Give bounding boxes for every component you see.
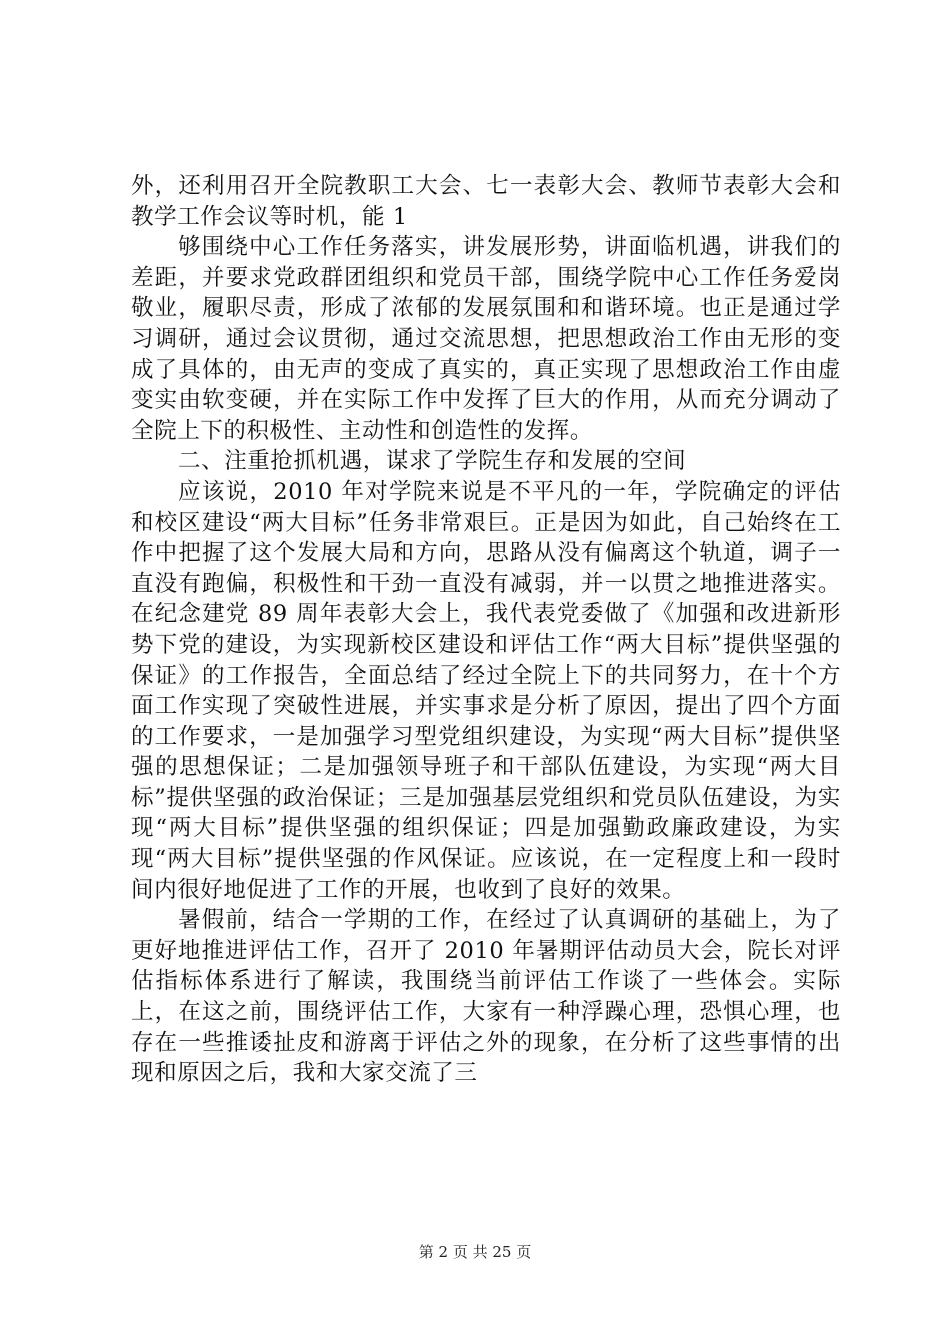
paragraph: 暑假前，结合一学期的工作，在经过了认真调研的基础上，为了更好地推进评估工作，召开了 2010 年暑期评估动员大会，院长对评估指标体系进行了解读，我围绕当前评估工作谈了一些体会。实际上，在这之前，围绕评估工作，大家有一种浮躁心理，恐惧心理，也存在一些推诿扯皮和游离于评估之外的现象，在分析了这些事情的出现和原因之后，我和大家交流了三	[131, 907, 841, 1087]
body-text	[131, 171, 841, 1089]
paragraph: 外，还利用召开全院教职工大会、七一表彰大会、教师节表彰大会和教学工作会议等时机，能 1	[131, 173, 841, 230]
paragraph: 应该说，2010 年对学院来说是不平凡的一年，学院确定的评估和校区建设“两大目标”任务非常艰巨。正是因为如此，自己始终在工作中把握了这个发展大局和方向，思路从没有偏离这个轨道，调子一直没有跑偏，积极性和干劲一直没有减弱，并一以贯之地推进落实。在纪念建党 89 周年表彰大会上，我代表党委做了《加强和改进新形势下党的建设，为实现新校区建设和评估工作“两大目标”提供坚强的保证》的工作报告，全面总结了经过全院上下的共同努力，在十个方面工作实现了突破性进展，并实事求是分析了原因，提出了四个方面的工作要求，一是加强学习型党组织建设，为实现“两大目标”提供坚强的思想保证；二是加强领导班子和干部队伍建设，为实现“两大目标”提供坚强的政治保证；三是加强基层党组织和党员队伍建设，为实现“两大目标”提供坚强的组织保证；四是加强勤政廉政建设，为实现“两大目标”提供坚强的作风保证。应该说，在一定程度上和一段时间内很好地促进了工作的开展，也收到了良好的效果。	[131, 478, 841, 903]
paragraph: 够围绕中心工作任务落实，讲发展形势，讲面临机遇，讲我们的差距，并要求党政群团组织和党员干部，围绕学院中心工作任务爱岗敬业，履职尽责，形成了浓郁的发展氛围和和谐环境。也正是通过学习调研，通过会议贯彻，通过交流思想，把思想政治工作由无形的变成了具体的，由无声的变成了真实的，真正实现了思想政治工作由虚变实由软变硬，并在实际工作中发挥了巨大的作用，从而充分调动了全院上下的积极性、主动性和创造性的发挥。	[131, 234, 841, 444]
page-footer: 第 2 页 共 25 页	[418, 1243, 532, 1261]
section-heading: 二、注重抢抓机遇，谋求了学院生存和发展的空间	[178, 448, 687, 475]
